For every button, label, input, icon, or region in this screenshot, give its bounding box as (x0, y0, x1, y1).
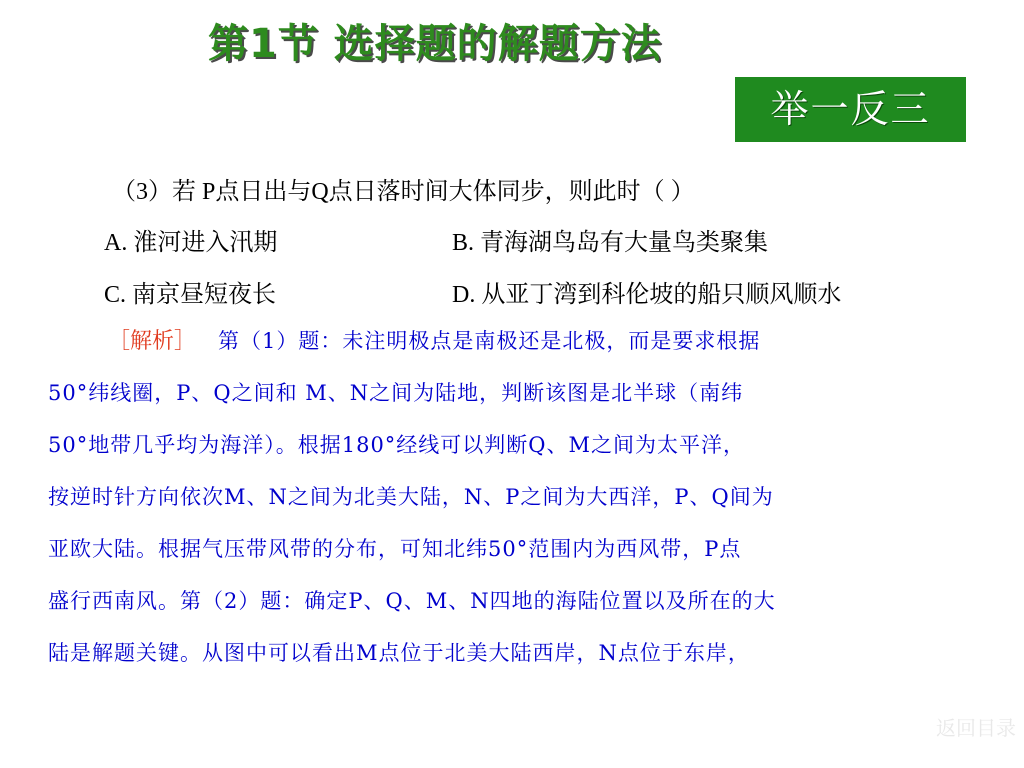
option-d: D. 从亚丁湾到科伦坡的船只顺风顺水 (452, 282, 842, 308)
analysis-block (48, 322, 978, 686)
back-to-contents-link[interactable]: 返回目录 (936, 716, 1016, 740)
question-stem: （3）若 P点日出与Q点日落时间大体同步，则此时（ ） (112, 179, 695, 205)
analysis-line-text: 第（1）题：未注明极点是南极还是北极，而是要求根据 (218, 329, 761, 353)
section-tag: 举一反三 (735, 77, 966, 142)
analysis-line: 按逆时针方向依次M、N之间为北美大陆，N、P之间为大西洋，P、Q间为 (48, 485, 774, 509)
analysis-line: 50°纬线圈，P、Q之间和 M、N之间为陆地，判断该图是北半球（南纬 (48, 381, 744, 405)
option-c: C. 南京昼短夜长 (104, 282, 277, 308)
analysis-line: 50°地带几乎均为海洋）。根据180°经线可以判断Q、M之间为太平洋， (48, 433, 746, 457)
option-a: A. 淮河进入汛期 (104, 230, 278, 256)
analysis-line: 陆是解题关键。从图中可以看出M点位于北美大陆西岸，N点位于东岸， (48, 641, 750, 665)
analysis-label: ［解析］ (108, 329, 197, 354)
analysis-line: 盛行西南风。第（2）题：确定P、Q、M、N四地的海陆位置以及所在的大 (48, 589, 776, 613)
slide-title: 第1节 选择题的解题方法 (208, 21, 662, 67)
analysis-line (48, 322, 978, 374)
option-b: B. 青海湖鸟岛有大量鸟类聚集 (452, 230, 769, 256)
analysis-line: 亚欧大陆。根据气压带风带的分布，可知北纬50°范围内为西风带，P点 (48, 537, 742, 561)
